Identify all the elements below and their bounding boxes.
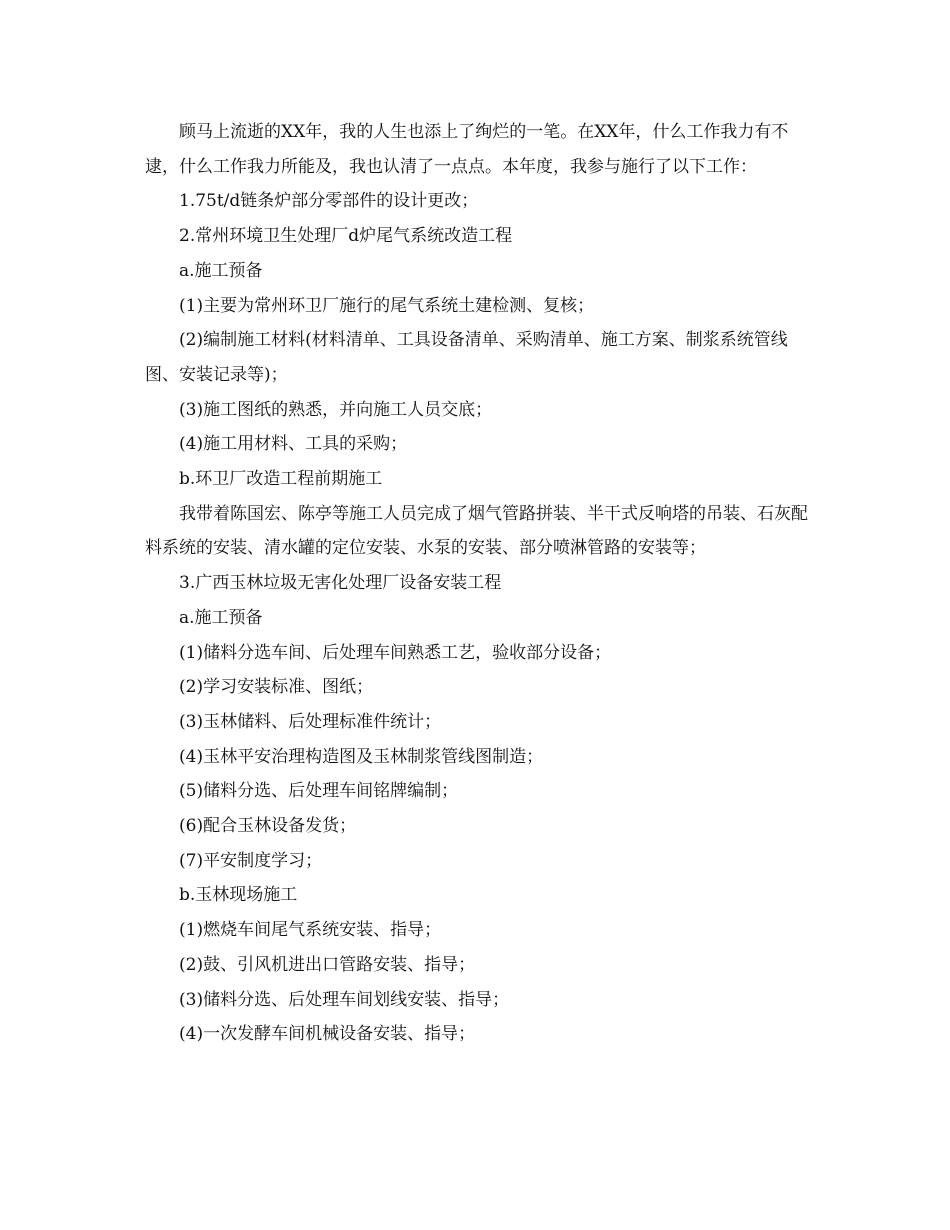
paragraph-intro: 顾马上流逝的XX年，我的人生也添上了绚烂的一笔。在XX年，什么工作我力有不逮，什么工作我力所能及，我也认清了一点点。本年度，我参与施行了以下工作： [145, 122, 789, 177]
paragraph-2a-3: (3)施工图纸的熟悉，并向施工人员交底； [179, 399, 493, 420]
paragraph-3a-6: (6)配合玉林设备发货； [179, 816, 357, 837]
paragraph-3b-heading: b.玉林现场施工 [179, 885, 298, 906]
paragraph-3b-2: (2)鼓、引风机进出口管路安装、指导； [179, 954, 476, 975]
paragraph-3a-7: (7)平安制度学习； [179, 850, 323, 871]
document-body [145, 115, 810, 1052]
paragraph-3b-1: (1)燃烧车间尾气系统安装、指导； [179, 920, 442, 941]
paragraph-3a-1: (1)储料分选车间、后处理车间熟悉工艺，验收部分设备； [179, 642, 612, 663]
paragraph-item-3: 3.广西玉林垃圾无害化处理厂设备安装工程 [179, 573, 502, 594]
paragraph-3a-3: (3)玉林储料、后处理标准件统计； [179, 711, 442, 732]
paragraph-2a-4: (4)施工用材料、工具的采购； [179, 434, 408, 455]
paragraph-item-1: 1.75t/d链条炉部分零部件的设计更改； [179, 191, 479, 212]
paragraph-item-2: 2.常州环境卫生处理厂d炉尾气系统改造工程 [179, 226, 513, 247]
paragraph-3a-5: (5)储料分选、后处理车间铭牌编制； [179, 781, 459, 802]
paragraph-3b-3: (3)储料分选、后处理车间划线安装、指导； [179, 989, 510, 1010]
paragraph-3a-2: (2)学习安装标准、图纸； [179, 677, 374, 698]
paragraph-2a-2: (2)编制施工材料(材料清单、工具设备清单、采购清单、施工方案、制浆系统管线图、安装记录等)； [145, 330, 788, 385]
paragraph-3b-4: (4)一次发酵车间机械设备安装、指导； [179, 1024, 476, 1045]
paragraph-2b-heading: b.环卫厂改造工程前期施工 [179, 469, 383, 490]
paragraph-3a-heading: a.施工预备 [179, 607, 263, 628]
paragraph-2a-heading: a.施工预备 [179, 260, 263, 281]
paragraph-2a-1: (1)主要为常州环卫厂施行的尾气系统土建检测、复核； [179, 295, 595, 316]
paragraph-3a-4: (4)玉林平安治理构造图及玉林制浆管线图制造； [179, 746, 544, 767]
paragraph-2b-body: 我带着陈国宏、陈亭等施工人员完成了烟气管路拼装、半干式反响塔的吊装、石灰配料系统的安装、清水罐的定位安装、水泵的安装、部分喷淋管路的安装等； [145, 503, 808, 559]
